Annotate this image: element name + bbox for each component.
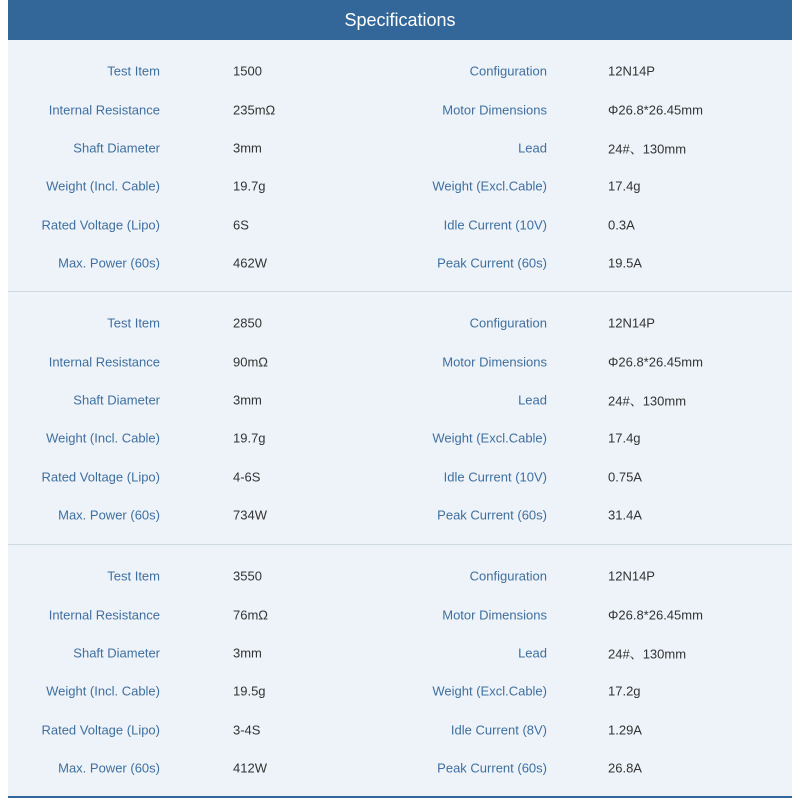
spec-label: Configuration bbox=[469, 63, 547, 79]
spec-value: 235mΩ bbox=[233, 102, 276, 118]
spec-label: Idle Current (10V) bbox=[443, 469, 547, 485]
spec-value: Φ26.8*26.45mm bbox=[608, 607, 703, 623]
spec-value: 6S bbox=[233, 217, 249, 233]
spec-label: Idle Current (8V) bbox=[450, 722, 547, 738]
spec-value: 0.75A bbox=[608, 469, 642, 485]
spec-value: 1500 bbox=[233, 63, 262, 79]
spec-label: Shaft Diameter bbox=[73, 140, 160, 156]
spec-label: Weight (Incl. Cable) bbox=[46, 178, 160, 194]
spec-row bbox=[8, 129, 792, 167]
spec-value: 17.4g bbox=[608, 430, 641, 446]
spec-label: Max. Power (60s) bbox=[58, 255, 160, 271]
spec-label: Configuration bbox=[469, 315, 547, 331]
spec-label: Lead bbox=[518, 140, 547, 156]
spec-label: Weight (Incl. Cable) bbox=[46, 430, 160, 446]
spec-label: Peak Current (60s) bbox=[437, 255, 547, 271]
spec-value: 0.3A bbox=[608, 217, 635, 233]
spec-value: 3-4S bbox=[233, 722, 261, 738]
spec-value: 90mΩ bbox=[233, 354, 269, 370]
spec-row bbox=[8, 595, 792, 633]
spec-label: Max. Power (60s) bbox=[58, 507, 160, 523]
spec-value: 2850 bbox=[233, 315, 262, 331]
spec-value: 3mm bbox=[233, 392, 262, 408]
spec-label: Internal Resistance bbox=[48, 607, 160, 623]
spec-label: Motor Dimensions bbox=[442, 607, 547, 623]
spec-label: Internal Resistance bbox=[48, 102, 160, 118]
spec-label: Test Item bbox=[107, 315, 160, 331]
spec-block-2850 bbox=[8, 292, 792, 545]
spec-value: 24#、130mm bbox=[608, 646, 687, 662]
spec-value: 462W bbox=[233, 255, 267, 271]
spec-value: 412W bbox=[233, 760, 267, 776]
specifications-panel bbox=[8, 0, 792, 800]
spec-value: 26.8A bbox=[608, 760, 642, 776]
spec-row bbox=[8, 634, 792, 672]
spec-block-3550 bbox=[8, 545, 792, 798]
spec-row bbox=[8, 167, 792, 205]
spec-label: Peak Current (60s) bbox=[437, 760, 547, 776]
spec-value: 19.5A bbox=[608, 255, 642, 271]
spec-value: 734W bbox=[233, 507, 267, 523]
spec-label: Lead bbox=[518, 392, 547, 408]
spec-value: 17.4g bbox=[608, 178, 641, 194]
spec-row bbox=[8, 206, 792, 244]
spec-label: Shaft Diameter bbox=[73, 645, 160, 661]
spec-value: 19.5g bbox=[233, 683, 266, 699]
spec-label: Weight (Excl.Cable) bbox=[432, 683, 547, 699]
spec-row bbox=[8, 90, 792, 128]
spec-value: 19.7g bbox=[233, 430, 266, 446]
spec-label: Peak Current (60s) bbox=[437, 507, 547, 523]
spec-label: Max. Power (60s) bbox=[58, 760, 160, 776]
spec-value: 12N14P bbox=[608, 315, 655, 331]
spec-value: 4-6S bbox=[233, 469, 261, 485]
spec-value: 3mm bbox=[233, 140, 262, 156]
spec-row bbox=[8, 244, 792, 282]
spec-row bbox=[8, 672, 792, 710]
spec-label: Rated Voltage (Lipo) bbox=[41, 722, 160, 738]
spec-value: 12N14P bbox=[608, 63, 655, 79]
spec-row bbox=[8, 381, 792, 419]
spec-label: Internal Resistance bbox=[48, 354, 160, 370]
spec-label: Weight (Incl. Cable) bbox=[46, 683, 160, 699]
spec-label: Weight (Excl.Cable) bbox=[432, 430, 547, 446]
spec-label: Weight (Excl.Cable) bbox=[432, 178, 547, 194]
spec-row bbox=[8, 749, 792, 787]
spec-label: Test Item bbox=[107, 568, 160, 584]
spec-label: Lead bbox=[518, 645, 547, 661]
specifications-header bbox=[8, 0, 792, 40]
spec-row bbox=[8, 52, 792, 90]
spec-value: 24#、130mm bbox=[608, 393, 687, 409]
spec-value: 76mΩ bbox=[233, 607, 269, 623]
spec-value: 3550 bbox=[233, 568, 262, 584]
spec-value: 12N14P bbox=[608, 568, 655, 584]
spec-label: Idle Current (10V) bbox=[443, 217, 547, 233]
spec-value: 3mm bbox=[233, 645, 262, 661]
spec-row bbox=[8, 458, 792, 496]
spec-value: 24#、130mm bbox=[608, 141, 687, 157]
spec-row bbox=[8, 342, 792, 380]
spec-value: 31.4A bbox=[608, 507, 642, 523]
spec-row bbox=[8, 557, 792, 595]
spec-row bbox=[8, 304, 792, 342]
spec-value: 17.2g bbox=[608, 683, 641, 699]
spec-block-1500 bbox=[8, 40, 792, 292]
spec-label: Rated Voltage (Lipo) bbox=[41, 469, 160, 485]
spec-value: Φ26.8*26.45mm bbox=[608, 102, 703, 118]
spec-label: Test Item bbox=[107, 63, 160, 79]
spec-label: Configuration bbox=[469, 568, 547, 584]
spec-value: Φ26.8*26.45mm bbox=[608, 354, 703, 370]
page-title: Specifications bbox=[344, 9, 456, 30]
spec-value: 19.7g bbox=[233, 178, 266, 194]
spec-row bbox=[8, 711, 792, 749]
spec-label: Rated Voltage (Lipo) bbox=[41, 217, 160, 233]
spec-label: Motor Dimensions bbox=[442, 102, 547, 118]
spec-value: 1.29A bbox=[608, 722, 642, 738]
spec-label: Motor Dimensions bbox=[442, 354, 547, 370]
spec-row bbox=[8, 419, 792, 457]
spec-row bbox=[8, 496, 792, 534]
spec-label: Shaft Diameter bbox=[73, 392, 160, 408]
